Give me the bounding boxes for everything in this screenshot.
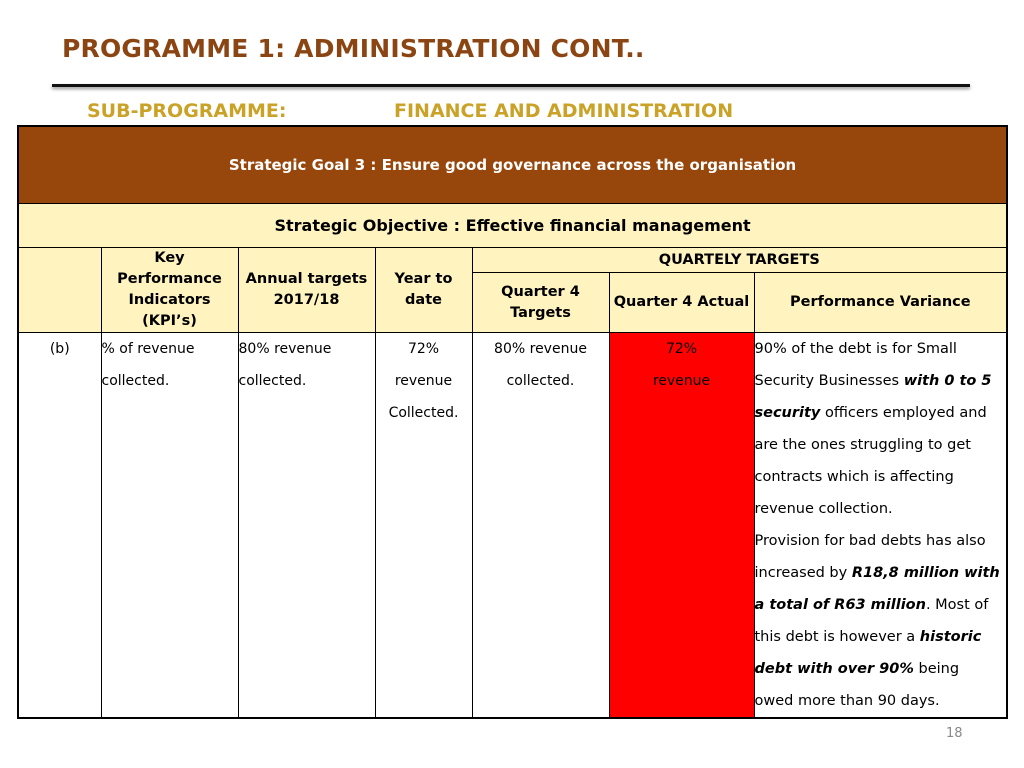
header-quarterly-targets: QUARTELY TARGETS [472, 248, 1007, 273]
ytd-line3: Collected. [388, 405, 459, 421]
row-q4-target [472, 333, 609, 719]
variance-b2: R18,8 million with a total of R63 million [754, 565, 1000, 613]
row-kpi-text: % of revenue collected. [101, 341, 195, 389]
header-year-to-date: Year to date [375, 248, 472, 333]
kpi-table [17, 125, 1008, 719]
header-kpi: Key Performance Indicators (KPI’s) [101, 248, 238, 333]
row-annual-target [238, 333, 375, 719]
row-q4-actual [609, 333, 754, 719]
variance-text [755, 333, 1001, 717]
variance-t4: . Most of this debt is however a [754, 597, 989, 645]
variance-t2: officers employed and are the ones struggling to get contracts which is affecting revenue collection. [754, 405, 987, 517]
variance-b3: historic debt with over 90% [754, 629, 982, 677]
header-performance-variance: Performance Variance [754, 273, 1007, 333]
strategic-objective: Strategic Objective : Effective financial management [18, 204, 1007, 248]
page-number: 18 [946, 726, 963, 741]
variance-t5: being owed more than 90 days. [754, 661, 960, 709]
header-q4-targets: Quarter 4 Targets [472, 273, 609, 333]
strategic-objective-row [18, 204, 1007, 248]
variance-t3: Provision for bad debts has also increased by [754, 533, 986, 581]
variance-t1: 90% of the debt is for Small Security Businesses [754, 341, 957, 389]
q4-actual-value: 72% [665, 341, 698, 357]
row-annual-target-text: 80% revenue collected. [238, 341, 332, 389]
header-row-top [18, 248, 1007, 273]
sub-programme-label: SUB-PROGRAMME: [87, 100, 287, 122]
header-ref [18, 248, 101, 333]
row-performance-variance [754, 333, 1007, 719]
q4-actual-line2: revenue [652, 373, 711, 389]
header-q4-actual: Quarter 4 Actual [609, 273, 754, 333]
variance-b1: with 0 to 5 security [754, 373, 992, 421]
sub-programme-value: FINANCE AND ADMINISTRATION [394, 100, 734, 122]
row-ref [18, 333, 101, 719]
ytd-line2: revenue [394, 373, 453, 389]
row-ref-text: (b) [49, 341, 70, 357]
title-divider [52, 84, 970, 87]
header-annual-targets: Annual targets 2017/18 [238, 248, 375, 333]
row-kpi [101, 333, 238, 719]
slide-title: PROGRAMME 1: ADMINISTRATION CONT.. [62, 34, 645, 63]
row-year-to-date [375, 333, 472, 719]
row-q4-target-text: 80% revenue collected. [494, 341, 587, 389]
table-row [18, 333, 1007, 719]
ytd-value: 72% [407, 341, 440, 357]
strategic-goal: Strategic Goal 3 : Ensure good governance across the organisation [18, 126, 1007, 204]
strategic-goal-row [18, 126, 1007, 204]
